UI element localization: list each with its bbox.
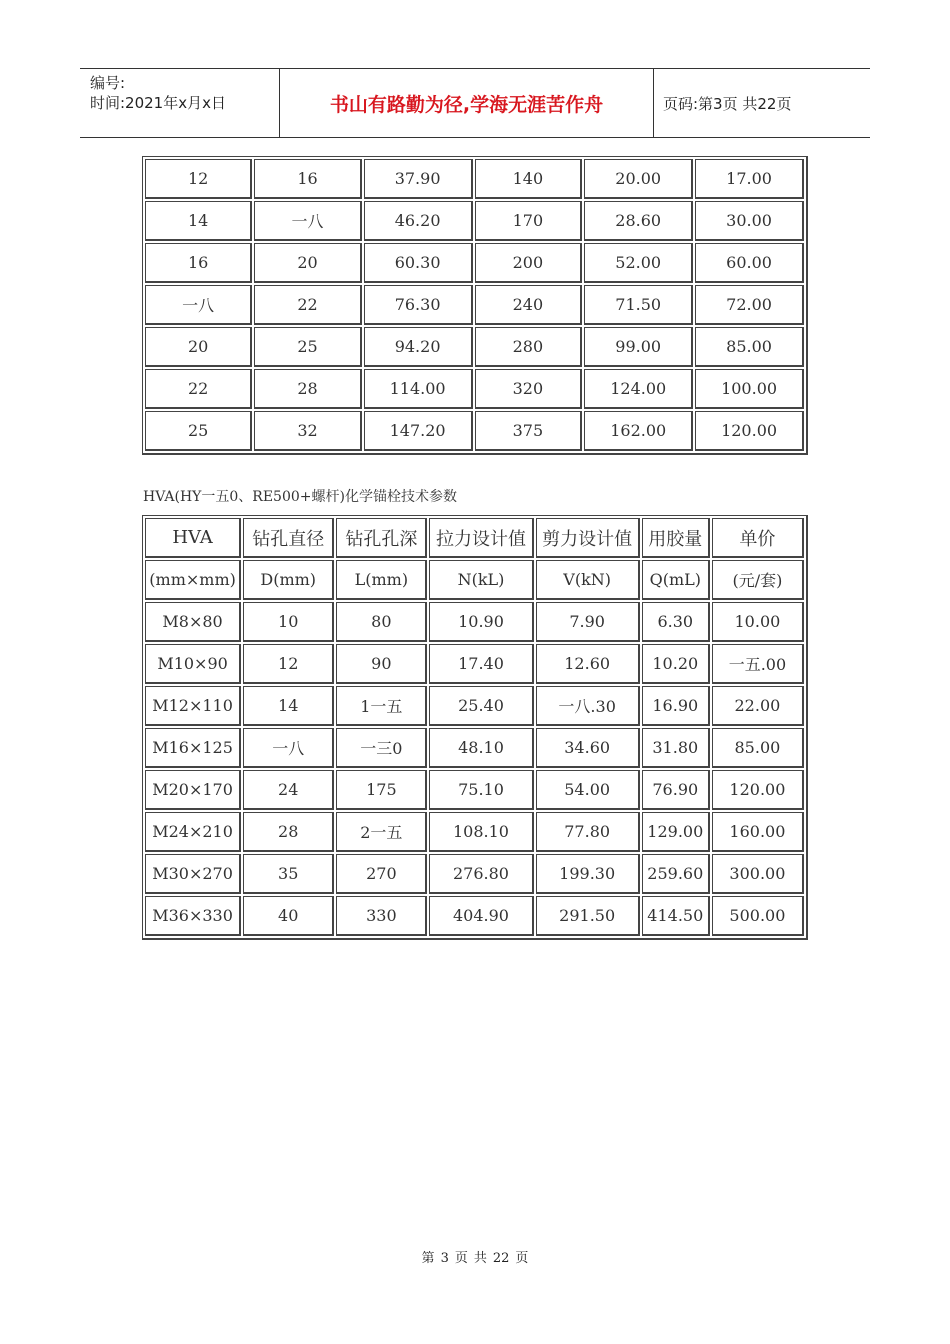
- table-cell: 28.60: [584, 201, 693, 241]
- table-cell: D(mm): [243, 560, 334, 600]
- table-cell: 175: [336, 770, 427, 810]
- table-cell: 一八: [254, 201, 361, 241]
- table-cell: M10×90: [145, 644, 241, 684]
- table-cell: 16.90: [642, 686, 710, 726]
- table-cell: 75.10: [429, 770, 533, 810]
- table-cell: 129.00: [642, 812, 710, 852]
- table-cell: 85.00: [712, 728, 804, 768]
- table-cell: 37.90: [364, 159, 473, 199]
- table-cell: 60.30: [364, 243, 473, 283]
- table-cell: L(mm): [336, 560, 427, 600]
- page-footer: [0, 1247, 950, 1266]
- table-cell: 17.00: [695, 159, 804, 199]
- table-cell: 12: [243, 644, 334, 684]
- table-cell: 52.00: [584, 243, 693, 283]
- table-cell: 280: [475, 327, 583, 367]
- table-cell: 25: [254, 327, 361, 367]
- hva-table-body: [145, 518, 804, 936]
- table-row: [145, 728, 804, 768]
- footer-page-number: 3: [440, 1251, 449, 1266]
- table-cell: (元/套): [712, 560, 804, 600]
- table-cell: 单价: [712, 518, 804, 558]
- table-cell: 404.90: [429, 896, 533, 936]
- table-cell: 20.00: [584, 159, 693, 199]
- table-cell: 20: [254, 243, 361, 283]
- table-cell: 320: [475, 369, 583, 409]
- header-meta: [80, 69, 280, 137]
- table-cell: M8×80: [145, 602, 241, 642]
- table-cell: 24: [243, 770, 334, 810]
- table-row: [145, 285, 804, 325]
- table-cell: 76.90: [642, 770, 710, 810]
- table-cell: 拉力设计值: [429, 518, 533, 558]
- table-row: [145, 644, 804, 684]
- table-cell: Q(mL): [642, 560, 710, 600]
- table-row: [145, 812, 804, 852]
- table-cell: 14: [243, 686, 334, 726]
- table-cell: 一八: [243, 728, 334, 768]
- table-cell: 270: [336, 854, 427, 894]
- table-cell: 10.20: [642, 644, 710, 684]
- table-cell: 22.00: [712, 686, 804, 726]
- table-cell: 124.00: [584, 369, 693, 409]
- footer-di: 第: [421, 1251, 435, 1266]
- table-cell: M36×330: [145, 896, 241, 936]
- table-cell: 钻孔直径: [243, 518, 334, 558]
- table-cell: 60.00: [695, 243, 804, 283]
- table-row: [145, 770, 804, 810]
- table-cell: 414.50: [642, 896, 710, 936]
- table-row: [145, 201, 804, 241]
- table-cell: 46.20: [364, 201, 473, 241]
- table-cell: 291.50: [536, 896, 640, 936]
- anchor-table-body: [145, 159, 804, 451]
- table-cell: 99.00: [584, 327, 693, 367]
- table-cell: 28: [254, 369, 361, 409]
- table-row: [145, 243, 804, 283]
- table-cell: V(kN): [536, 560, 640, 600]
- table-cell: 14: [145, 201, 252, 241]
- table-row: [145, 411, 804, 451]
- table-cell: 剪力设计值: [536, 518, 640, 558]
- table-cell: 一三0: [336, 728, 427, 768]
- table-header-row: [145, 518, 804, 558]
- table-units-row: [145, 560, 804, 600]
- table-cell: 一八.30: [536, 686, 640, 726]
- table-cell: 钻孔孔深: [336, 518, 427, 558]
- table-cell: 162.00: [584, 411, 693, 451]
- table-cell: 12: [145, 159, 252, 199]
- table-cell: 80: [336, 602, 427, 642]
- number-label: 编号:: [90, 74, 126, 92]
- table-cell: 76.30: [364, 285, 473, 325]
- table-cell: 30.00: [695, 201, 804, 241]
- table-cell: 170: [475, 201, 583, 241]
- table-cell: 375: [475, 411, 583, 451]
- table-cell: N(kL): [429, 560, 533, 600]
- table-cell: 72.00: [695, 285, 804, 325]
- table-cell: 用胶量: [642, 518, 710, 558]
- table-cell: 120.00: [695, 411, 804, 451]
- table-cell: M12×110: [145, 686, 241, 726]
- table-cell: M20×170: [145, 770, 241, 810]
- footer-total-pages: 22: [492, 1251, 510, 1266]
- table-cell: 120.00: [712, 770, 804, 810]
- table-cell: M30×270: [145, 854, 241, 894]
- table-cell: M16×125: [145, 728, 241, 768]
- table-cell: 94.20: [364, 327, 473, 367]
- table-cell: 300.00: [712, 854, 804, 894]
- table-cell: 16: [254, 159, 361, 199]
- footer-ye-2: 页: [515, 1251, 529, 1266]
- table-cell: (mm×mm): [145, 560, 241, 600]
- table-cell: 40: [243, 896, 334, 936]
- table-row: [145, 159, 804, 199]
- table-cell: 114.00: [364, 369, 473, 409]
- table-cell: 一八: [145, 285, 252, 325]
- hva-parameter-table: [142, 515, 808, 940]
- table-cell: 10.00: [712, 602, 804, 642]
- table-cell: 34.60: [536, 728, 640, 768]
- table-cell: M24×210: [145, 812, 241, 852]
- table-cell: 25.40: [429, 686, 533, 726]
- table-cell: 500.00: [712, 896, 804, 936]
- table-cell: 7.90: [536, 602, 640, 642]
- table-cell: 31.80: [642, 728, 710, 768]
- table-cell: 259.60: [642, 854, 710, 894]
- table-cell: 28: [243, 812, 334, 852]
- table-cell: 16: [145, 243, 252, 283]
- table-cell: 20: [145, 327, 252, 367]
- table-cell: 32: [254, 411, 361, 451]
- table-cell: 108.10: [429, 812, 533, 852]
- table-cell: 77.80: [536, 812, 640, 852]
- table-cell: 147.20: [364, 411, 473, 451]
- table-cell: 160.00: [712, 812, 804, 852]
- header-page-info: 页码:第3页 共22页: [663, 94, 792, 113]
- table-cell: 17.40: [429, 644, 533, 684]
- footer-gong: 共: [473, 1251, 487, 1266]
- page-header: [80, 68, 870, 138]
- table-cell: 276.80: [429, 854, 533, 894]
- table-cell: 25: [145, 411, 252, 451]
- table-cell: 240: [475, 285, 583, 325]
- table-cell: 6.30: [642, 602, 710, 642]
- table-cell: 140: [475, 159, 583, 199]
- table-cell: 22: [254, 285, 361, 325]
- table-cell: 一五.00: [712, 644, 804, 684]
- anchor-table-continued: [142, 156, 808, 455]
- table-row: [145, 602, 804, 642]
- table-row: [145, 327, 804, 367]
- table-cell: 200: [475, 243, 583, 283]
- table-cell: 48.10: [429, 728, 533, 768]
- table-cell: 10: [243, 602, 334, 642]
- table-row: [145, 896, 804, 936]
- table-cell: 90: [336, 644, 427, 684]
- time-label: 时间:2021年x月x日: [90, 94, 226, 112]
- footer-ye: 页: [454, 1251, 468, 1266]
- table-cell: 1一五: [336, 686, 427, 726]
- table-row: [145, 369, 804, 409]
- table-cell: 35: [243, 854, 334, 894]
- table-caption: HVA(HY一五0、RE500+螺杆)化学锚栓技术参数: [143, 489, 457, 505]
- table-row: [145, 686, 804, 726]
- table-cell: 330: [336, 896, 427, 936]
- table-cell: 22: [145, 369, 252, 409]
- table-cell: 12.60: [536, 644, 640, 684]
- table-cell: 71.50: [584, 285, 693, 325]
- table-cell: 10.90: [429, 602, 533, 642]
- table-cell: 100.00: [695, 369, 804, 409]
- table-cell: 85.00: [695, 327, 804, 367]
- table-row: [145, 854, 804, 894]
- header-motto: 书山有路勤为径,学海无涯苦作舟: [280, 69, 654, 137]
- table-cell: 54.00: [536, 770, 640, 810]
- table-cell: 2一五: [336, 812, 427, 852]
- table-cell: 199.30: [536, 854, 640, 894]
- table-cell: HVA: [145, 518, 241, 558]
